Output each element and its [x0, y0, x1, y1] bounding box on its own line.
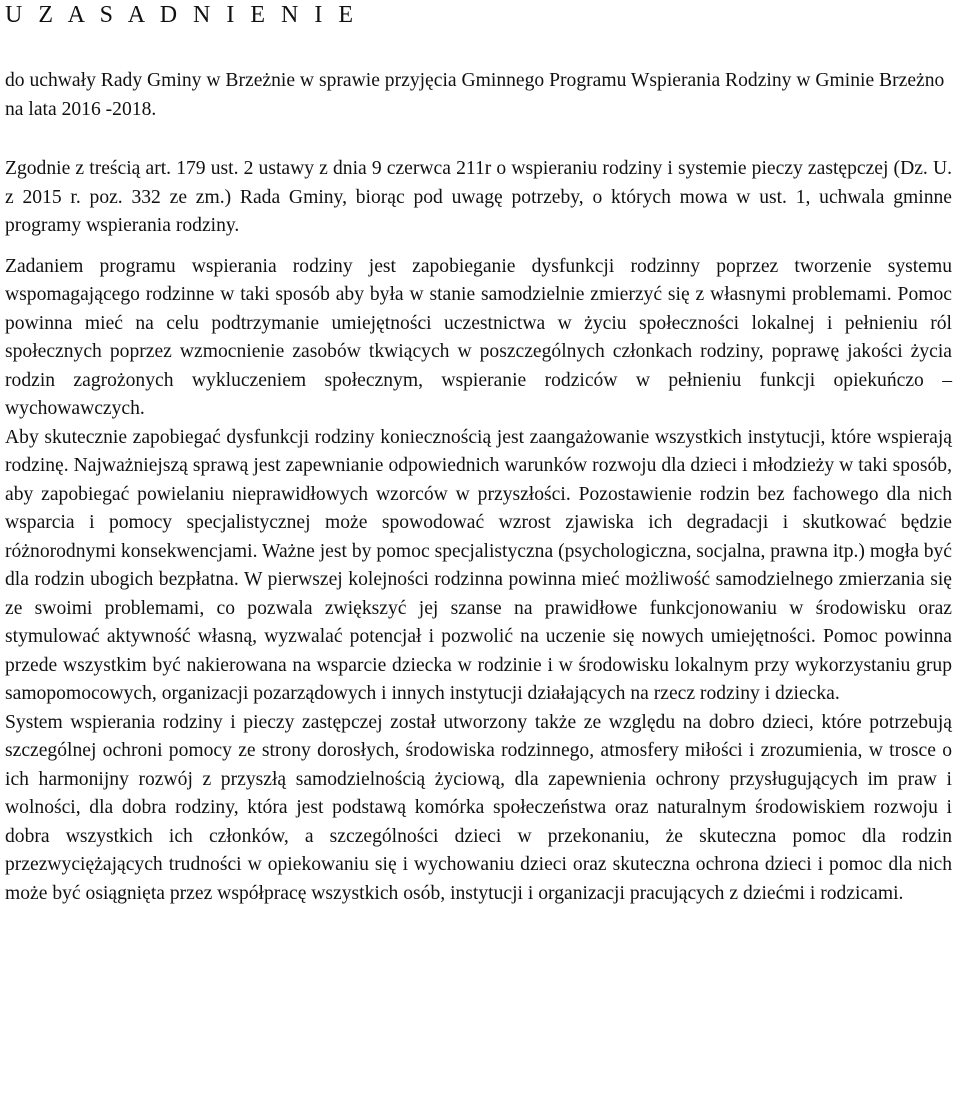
body-paragraph-2: Aby skutecznie zapobiegać dysfunkcji rodziny koniecznością jest zaangażowanie wszystkich instytucji, które wspierają rodzinę. Najważniejszą sprawą jest zapewnianie odpowiednich warunków rozwoju dla dzieci i młodzieży w taki sposób, aby zapobiegać powielaniu nieprawidłowych wzorców w przyszłości. Pozostawienie rodzin bez fachowego dla nich wsparcia i pomocy specjalistycznej może spowodować wzrost zjawiska ich degradacji i skutkować będzie różnorodnymi konsekwencjami. Ważne jest by pomoc specjalistyczna (psychologiczna, socjalna, prawna itp.) mogła być dla rodzin ubogich bezpłatna. W pierwszej kolejności rodzinna powinna mieć możliwość samodzielnego zmierzania się ze swoimi problemami, co pozwala zwiększyć jej szanse na prawidłowe funkcjonowaniu w środowisku oraz stymulować aktywność własną, wyzwalać potencjał i pozwolić na uczenie się nowych umiejętności. Pomoc powinna przede wszystkim być nakierowana na wsparcie dziecka w rodzinie i w środowisku lokalnym przy wykorzystaniu grup samopomocowych, organizacji pozarządowych i innych instytucji działających na rzecz rodziny i dziecka. — [5, 426, 952, 704]
document-title: U Z A S A D N I E N I E — [5, 2, 359, 28]
intro-paragraph: Zgodnie z treścią art. 179 ust. 2 ustawy z dnia 9 czerwca 211r o wspieraniu rodziny i systemie pieczy zastępczej (Dz. U. z 2015 r. poz. 332 ze zm.) Rada Gminy, biorąc pod uwagę potrzeby, o których mowa w ust. 1, uchwala gminne programy wspierania rodziny. — [5, 158, 952, 236]
body-paragraph-1: Zadaniem programu wspierania rodziny jest zapobieganie dysfunkcji rodzinny poprzez tworzenie systemu wspomagającego rodzinne w taki sposób aby była w stanie samodzielnie zmierzyć się z własnymi problemami. Pomoc powinna mieć na celu podtrzymanie umiejętności uczestnictwa w życiu społeczności lokalnej i pełnieniu ról społecznych poprzez wzmocnienie zasobów tkwiących w poszczególnych członkach rodziny, poprawę jakości życia rodzin zagrożonych wykluczeniem społecznym, wspieranie rodziców w pełnieniu funkcji opiekuńczo – wychowawczych. — [5, 255, 952, 419]
body-paragraph-3: System wspierania rodziny i pieczy zastępczej został utworzony także ze względu na dobro dzieci, które potrzebują szczególnej ochroni pomocy ze strony dorosłych, środowiska rodzinnego, atmosfery miłości i zrozumienia, w trosce o ich harmonijny rozwój z przyszłą samodzielnością życiową, dla zapewnienia ochrony przysługujących im praw i wolności, dla dobra rodziny, która jest podstawą komórka społeczeństwa oraz naturalnym środowiskiem rozwoju i dobra wszystkich ich członków, a szczególności dzieci w przekonaniu, że skuteczna pomoc dla rodzin przezwyciężających trudności w opiekowaniu się i wychowaniu dzieci oraz skuteczna ochrona dzieci i pomoc dla nich może być osiągnięta przez współpracę wszystkich osób, instytucji i organizacji pracujących z dziećmi i rodzicami. — [5, 711, 952, 904]
document-subtitle: do uchwały Rady Gminy w Brzeżnie w sprawie przyjęcia Gminnego Programu Wspierania Rodziny w Gminie Brzeżno na lata 2016 -2018. — [5, 70, 945, 120]
